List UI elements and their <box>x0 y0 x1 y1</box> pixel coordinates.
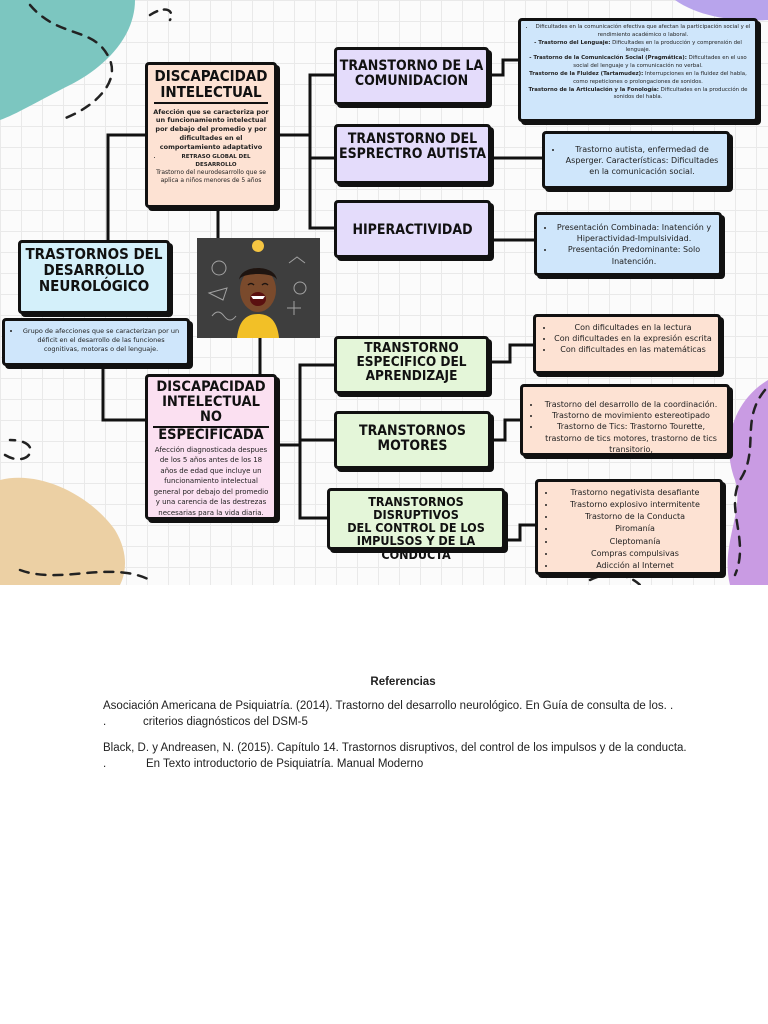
unspecified-title <box>153 380 269 443</box>
hyper-detail-1: • Presentación Predominante: Solo Inatención. <box>555 244 713 266</box>
connector-disruptive-details <box>505 525 535 540</box>
reference-1-line-2: criterios diagnósticos del DSM-5 <box>143 716 308 728</box>
disruptive-title-line-2: DEL CONTROL DE LOS <box>347 520 485 536</box>
disruptive-box <box>327 488 505 562</box>
intellectual-title-line-1: DISCAPACIDAD <box>154 67 268 85</box>
learning-details-box <box>533 314 721 374</box>
motor-detail-0: • Trastorno del desarrollo de la coordinación. <box>541 399 721 410</box>
communication-detail-1: - Trastorno del Lenguaje: Dificultades en la producción y comprensión del lenguaje. <box>534 39 742 54</box>
autism-details-box <box>542 131 730 189</box>
unspecified-disability-box <box>145 374 277 520</box>
communication-title-line-2: COMUNIDACION <box>354 72 469 89</box>
reference-2-prefix: . <box>103 758 107 770</box>
central-title-line-1: TRASTORNOS DEL <box>25 245 163 263</box>
learning-box <box>334 336 489 394</box>
references-heading: Referencias <box>370 676 436 688</box>
unspecified-title-line-3: ESPECIFICADA <box>158 426 264 443</box>
central-title-line-2: DESARROLLO <box>43 260 145 279</box>
reference-item-2 <box>103 740 703 772</box>
central-title-line-3: NEUROLÓGICO <box>38 276 150 295</box>
disruptive-detail-6: • Adicción al Internet <box>556 560 714 572</box>
motor-title-line-1: TRANSTORNOS <box>359 423 466 439</box>
disruptive-detail-5: • Compras compulsivas <box>556 548 714 560</box>
reference-1-prefix: . <box>103 716 107 728</box>
communication-detail-4: Trastorno de la Articulación y la Fonología: Dificultades en la producción de sonidos del habla. <box>528 86 748 101</box>
central-topic-box <box>18 240 170 314</box>
hyperactivity-box <box>334 200 491 258</box>
references-section <box>103 676 703 782</box>
laughing-child-photo <box>197 238 320 338</box>
motor-box <box>334 411 491 469</box>
connector-central-to-intellectual <box>108 135 145 240</box>
intellectual-title-line-2: INTELECTUAL <box>160 82 262 101</box>
connector-intellectual-branch <box>277 75 334 228</box>
autism-detail-0: • Trastorno autista, enfermedad de Asperger. Características: Dificultades en la comunicación social. <box>563 144 721 178</box>
unspecified-title-line-2: INTELECTUAL NO <box>153 395 269 427</box>
motor-detail-2: • Trastorno de Tics: Trastorno Tourette, trastorno de tics motores, trastorno de tics transitorio, <box>541 421 721 455</box>
reference-2-line-1: Black, D. y Andreasen, N. (2015). Capítulo 14. Trastornos disruptivos, del control de los impulsos y de la conducta. <box>103 742 687 754</box>
connector-unspecified-branch <box>277 365 334 518</box>
disruptive-detail-3: • Piromanía <box>556 523 714 535</box>
disruptive-detail-1: • Trastorno explosivo intermitente <box>556 499 714 511</box>
learning-detail-1: • Con dificultades en la expresión escrita <box>554 333 712 344</box>
hyperactivity-details-box <box>534 212 722 276</box>
intellectual-bullet-title: • RETRASO GLOBAL DEL DESARROLLO <box>163 154 269 169</box>
reference-item-1 <box>103 698 703 730</box>
disruptive-detail-2: • Trastorno de la Conducta <box>556 511 714 523</box>
disruptive-detail-0: • Trastorno negativista desafiante <box>556 487 714 499</box>
motor-details-box <box>520 384 730 456</box>
learning-title-line-2: ESPECIFICO DEL <box>356 354 467 371</box>
connector-motor-details <box>491 420 520 440</box>
communication-title-line-1: TRANSTORNO DE LA <box>339 58 484 74</box>
disruptive-title-line-1: TRANSTORNOS DISRUPTIVOS <box>368 494 464 523</box>
learning-detail-0: • Con dificultades en la lectura <box>554 322 712 333</box>
unspecified-title-line-1: DISCAPACIDAD <box>156 379 266 395</box>
intellectual-disability-box <box>145 62 277 208</box>
intellectual-title <box>154 69 267 104</box>
communication-detail-3: Trastorno de la Fluidez (Tartamudez): Interrupciones en la fluidez del habla, como repeticiones o prolongaciones de sonidos. <box>529 70 747 85</box>
motor-detail-1: • Trastorno de movimiento estereotipado <box>541 410 721 421</box>
central-description-box <box>2 318 190 366</box>
reference-1-line-1: Asociación Americana de Psiquiatría. (2014). Trastorno del desarrollo neurológico. En Guía de consulta de los. . <box>103 700 674 712</box>
hyperactivity-title: HIPERACTIVIDAD <box>352 222 473 238</box>
disruptive-detail-4: • Cleptomanía <box>556 536 714 548</box>
communication-detail-2: - Trastorno de la Comunicación Social (Pragmática): Dificultades en el uso social del lenguaje y la comunicación no verbal. <box>529 55 747 70</box>
communication-box <box>334 47 489 105</box>
hyper-detail-0: • Presentación Combinada: Inatención y Hiperactividad-Impulsividad. <box>555 222 713 244</box>
unspecified-description: Afección diagnosticada despues de los 5 años antes de los 18 años de edad que incluye un funcionamiento intelectual general por debajo del promedio y una carencia de las destrezas necesarias para la vida diaria. <box>153 445 269 517</box>
autism-title-line-2: ESPRECTRO AUTISTA <box>339 145 486 162</box>
motor-title-line-2: MOTORES <box>377 437 448 454</box>
autism-box <box>334 124 491 184</box>
reference-2-line-2: En Texto introductorio de Psiquiatría. Manual Moderno <box>146 758 424 770</box>
learning-title-line-1: TRANSTORNO <box>364 340 459 356</box>
connector-communication-details <box>489 60 518 75</box>
intellectual-description: Afección que se caracteriza por un funcionamiento intelectual por debajo del promedio y por dificultades en el comportamiento adaptativo <box>153 107 269 151</box>
communication-detail-0: • Dificultades en la comunicación efectiva que afectan la participación social y el rendimiento académico o laboral. <box>535 24 751 40</box>
communication-details-box <box>518 18 758 122</box>
disruptive-title-line-3: IMPULSOS Y DE LA CONDUCTA <box>356 533 476 562</box>
central-topic-title <box>21 247 167 294</box>
intellectual-bullet-text: Trastorno del neurodesarrollo que se aplica a niños menores de 5 años <box>156 169 266 185</box>
learning-title-line-3: APRENDIZAJE <box>365 368 458 385</box>
learning-detail-2: • Con dificultades en las matemáticas <box>554 344 712 355</box>
autism-title-line-1: TRANSTORNO DEL <box>347 131 478 147</box>
connector-learning-details <box>489 345 533 362</box>
central-description: • Grupo de afecciones que se caracterizan por un déficit en el desarrollo de las funciones cognitivas, motoras o del lenguaje. <box>21 327 181 353</box>
disruptive-details-box <box>535 479 723 575</box>
connector-central-to-unspecified <box>103 366 145 420</box>
